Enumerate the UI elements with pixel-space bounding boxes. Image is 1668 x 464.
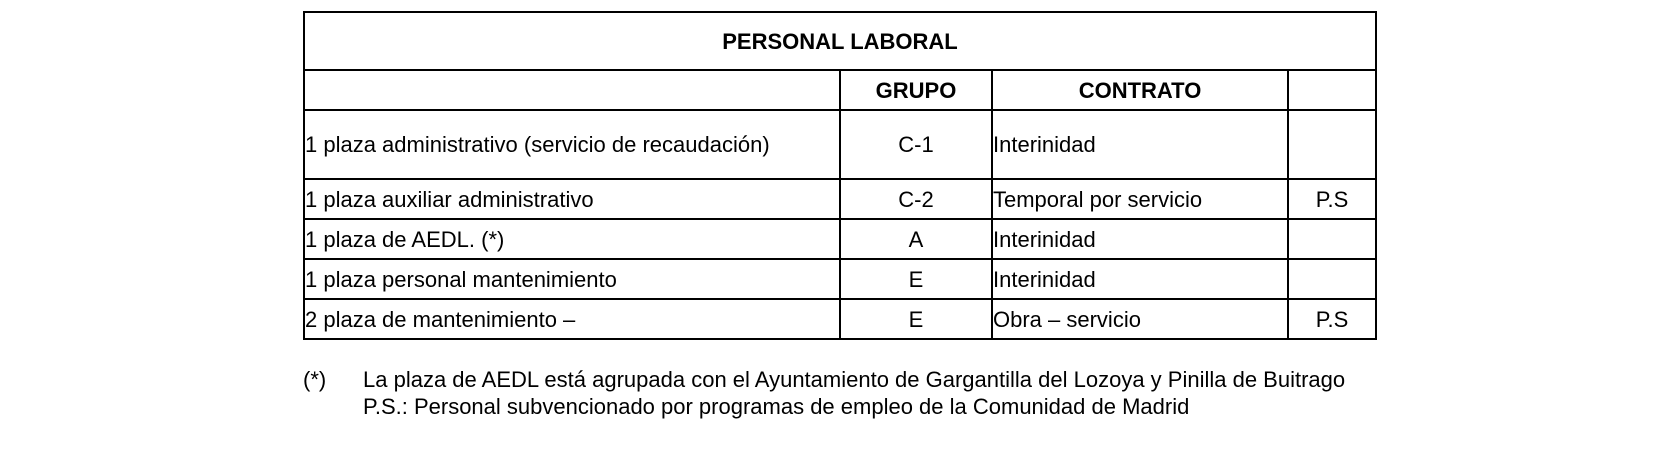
row-extra (1288, 259, 1376, 299)
header-extra (1288, 70, 1376, 110)
table-title: PERSONAL LABORAL (304, 12, 1376, 70)
row-extra (1288, 110, 1376, 179)
table-header-row (304, 70, 1376, 110)
row-description: 1 plaza personal mantenimiento (304, 259, 840, 299)
header-grupo: GRUPO (840, 70, 992, 110)
table-row (304, 179, 1376, 219)
table-title-row (304, 12, 1376, 70)
footnote-marker: (*) (303, 367, 327, 392)
table-row (304, 219, 1376, 259)
table-row (304, 259, 1376, 299)
row-description: 1 plaza auxiliar administrativo (304, 179, 840, 219)
row-grupo: A (840, 219, 992, 259)
row-contrato: Interinidad (992, 110, 1288, 179)
row-contrato: Obra – servicio (992, 299, 1288, 339)
row-grupo: E (840, 259, 992, 299)
table-row (304, 299, 1376, 339)
footnote-aedl-text: La plaza de AEDL está agrupada con el Ayuntamiento de Gargantilla del Lozoya y Pinilla de Buitrago (363, 367, 1346, 392)
row-grupo: E (840, 299, 992, 339)
row-contrato: Temporal por servicio (992, 179, 1288, 219)
row-description: 2 plaza de mantenimiento – (304, 299, 840, 339)
row-contrato: Interinidad (992, 259, 1288, 299)
row-description: 1 plaza de AEDL. (*) (304, 219, 840, 259)
row-grupo: C-2 (840, 179, 992, 219)
footnote-ps-text: P.S.: Personal subvencionado por programas de empleo de la Comunidad de Madrid (363, 394, 1190, 419)
table-row (304, 110, 1376, 179)
row-extra: P.S (1288, 299, 1376, 339)
personal-laboral-table (303, 11, 1377, 340)
row-description: 1 plaza administrativo (servicio de recaudación) (304, 110, 840, 179)
header-contrato: CONTRATO (992, 70, 1288, 110)
row-extra (1288, 219, 1376, 259)
row-extra: P.S (1288, 179, 1376, 219)
header-description (304, 70, 840, 110)
footnote (303, 366, 1383, 420)
row-grupo: C-1 (840, 110, 992, 179)
row-contrato: Interinidad (992, 219, 1288, 259)
